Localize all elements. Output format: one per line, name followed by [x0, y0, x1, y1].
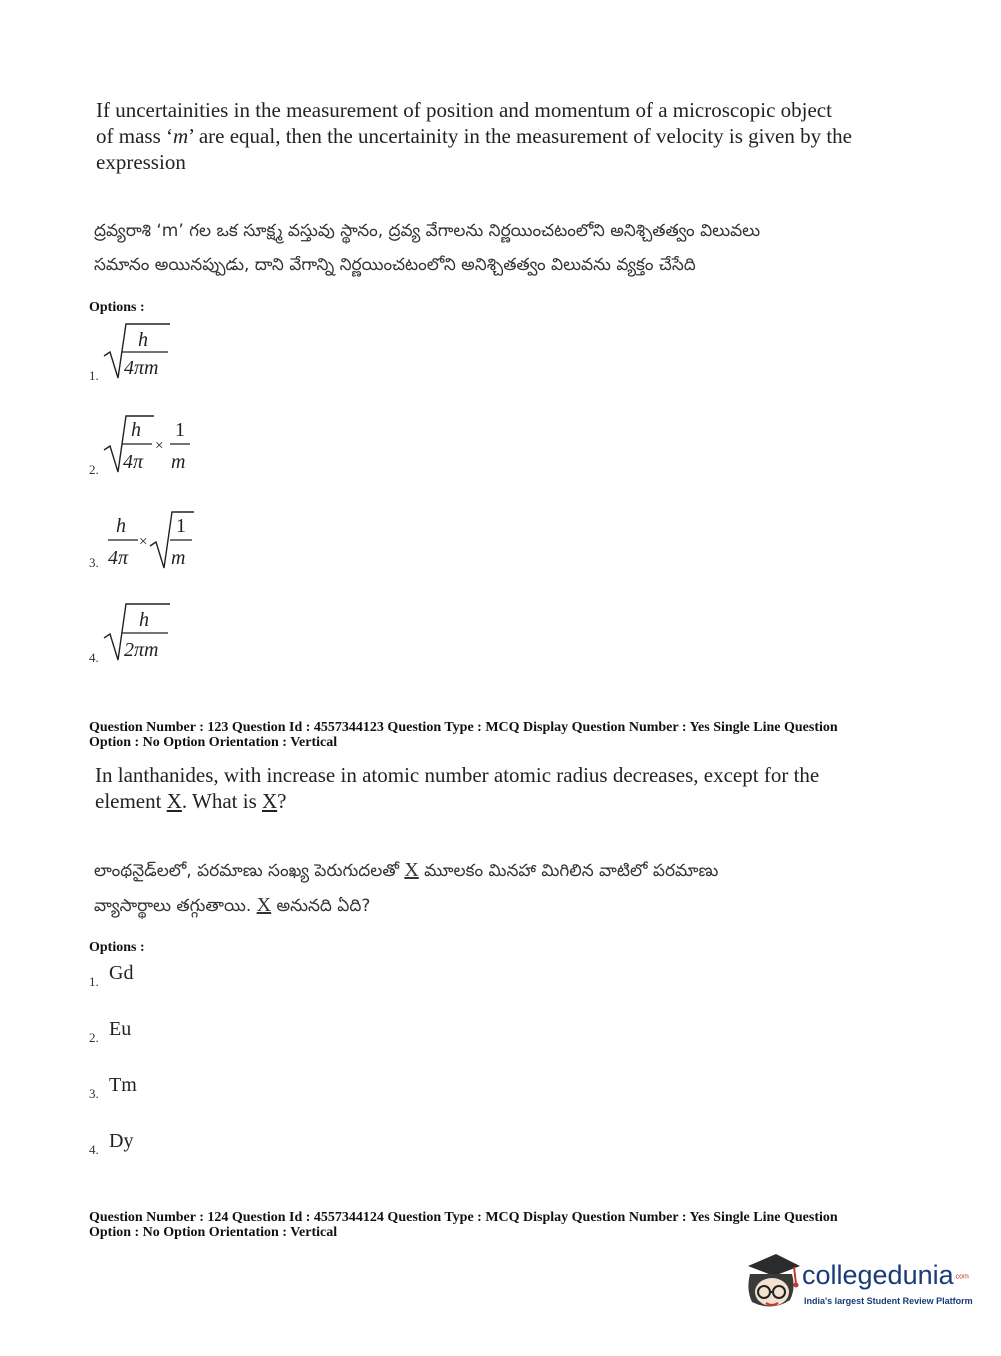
q122-option-2-number: 2. [89, 462, 99, 477]
times-sign: × [139, 534, 148, 550]
q122-line1: If uncertainities in the measurement of position and momentum of a microscopic object [96, 98, 832, 122]
numerator-h: h [116, 515, 126, 537]
question-123-telugu [94, 853, 874, 923]
question-122-english [96, 97, 876, 175]
numerator-one: 1 [176, 515, 186, 537]
question-123-english [95, 762, 875, 814]
q122-line3: expression [96, 150, 186, 174]
numerator-one: 1 [175, 419, 185, 441]
q122-option-4-formula[interactable] [100, 598, 180, 664]
q122-option-1-number: 1. [89, 368, 99, 383]
question-124-meta [89, 1210, 969, 1240]
q122-option-2-formula[interactable] [100, 410, 200, 476]
q122-telugu-line1: ద్రవ్యరాశి ‘m’ గల ఒక సూక్ష్మ వస్తువు స్థానం, ద్రవ్య వేగాలను నిర్ణయించటంలోని అనిశ్చితత్వం విలువలు [94, 221, 761, 241]
denominator: 2πm [124, 639, 159, 661]
q123-options-label: Options : [89, 940, 145, 955]
times-sign: × [155, 438, 164, 454]
q122-options-label: Options : [89, 300, 145, 315]
denominator: 4π [108, 547, 129, 569]
q122-option-3-formula[interactable] [104, 508, 204, 572]
numerator-h: h [131, 419, 141, 441]
meta-124-line2: Option : No Option Orientation : Vertical [89, 1225, 338, 1240]
q123-line2: element X. What is X? [95, 789, 287, 813]
collegedunia-logo[interactable] [742, 1250, 972, 1320]
denominator-m: m [171, 547, 186, 569]
q122-option-1-formula[interactable] [100, 318, 180, 382]
q123-telugu-line1: లాంథనైడ్‌లలో, పరమాణు సంఖ్య పెరుగుదలతో X మూలకం మినహా మిగిలిన వాటిలో పరమాణు [94, 859, 719, 881]
question-123-meta [89, 720, 969, 750]
logo-tagline: India's largest Student Review Platform [804, 1296, 973, 1306]
q123-telugu-line2: వ్యాసార్థాలు తగ్గుతాయి. X అనునది ఏది? [94, 894, 371, 916]
meta-123-line2: Option : No Option Orientation : Vertical [89, 735, 338, 750]
numerator-h: h [139, 609, 149, 631]
meta-124-line1: Question Number : 124 Question Id : 4557344124 Question Type : MCQ Display Question Number : Yes Single Line Question [89, 1210, 838, 1225]
question-122-telugu [94, 214, 874, 282]
denominator-m: m [171, 451, 186, 473]
denominator: 4πm [124, 357, 159, 379]
q123-line1: In lanthanides, with increase in atomic number atomic radius decreases, except for the [95, 763, 820, 787]
q122-telugu-line2: సమానం అయినప్పుడు, దాని వేగాన్ని నిర్ణయించటంలోని అనిశ్చితత్వం విలువను వ్యక్తం చేసేది [94, 255, 696, 275]
denominator: 4π [123, 451, 144, 473]
meta-123-line1: Question Number : 123 Question Id : 4557344123 Question Type : MCQ Display Question Number : Yes Single Line Question [89, 720, 838, 735]
numerator-h: h [138, 329, 148, 351]
q122-option-3-number: 3. [89, 555, 99, 570]
mascot-icon [742, 1250, 802, 1312]
q122-line2: of mass ‘m’ are equal, then the uncertainity in the measurement of velocity is given by the [96, 124, 852, 148]
logo-wordmark: collegedunia.com [802, 1260, 969, 1290]
q122-option-4-number: 4. [89, 650, 99, 665]
